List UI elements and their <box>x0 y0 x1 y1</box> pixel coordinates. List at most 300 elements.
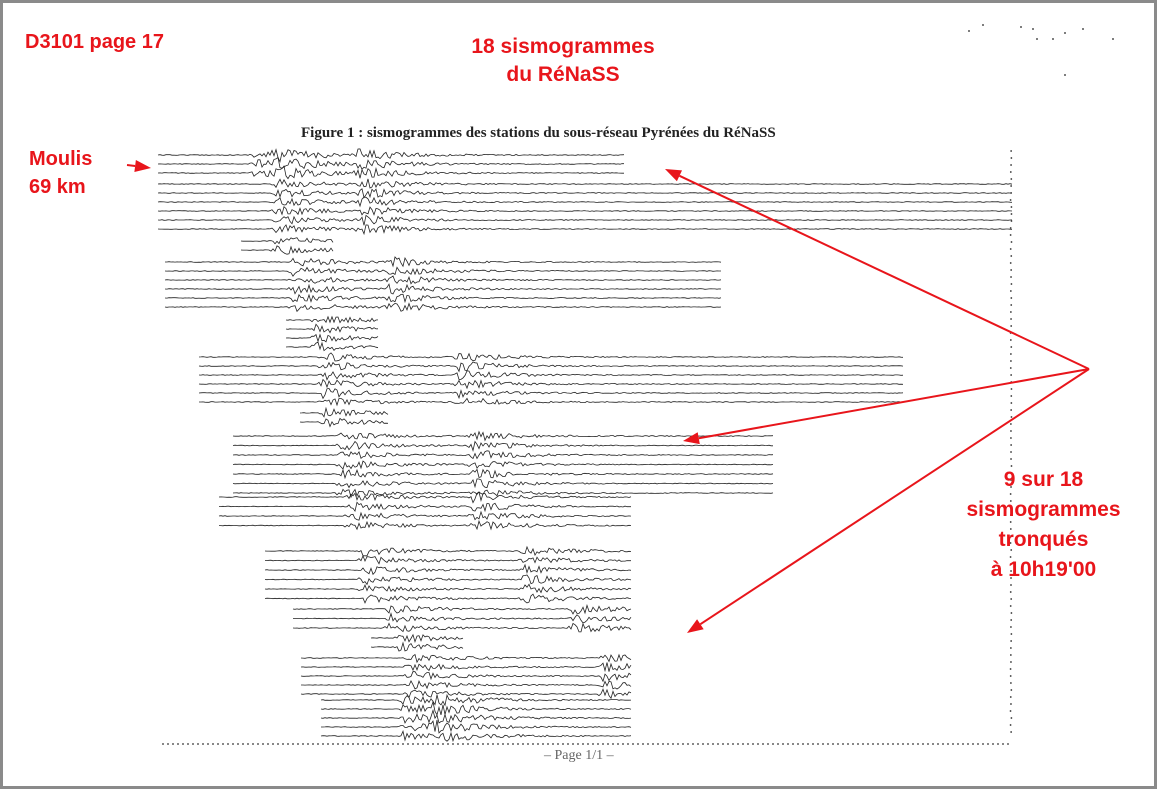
border-dot <box>1010 437 1012 439</box>
border-dot <box>1010 598 1012 600</box>
border-dot <box>252 743 254 745</box>
border-dot <box>1010 409 1012 411</box>
border-dot <box>277 743 279 745</box>
scan-speck <box>1020 26 1022 28</box>
border-dot <box>1010 731 1012 733</box>
seismogram-trace <box>293 623 631 632</box>
border-dot <box>717 743 719 745</box>
scan-speck <box>1064 32 1066 34</box>
seismogram-trace <box>165 284 721 294</box>
border-dot <box>617 743 619 745</box>
border-dot <box>932 743 934 745</box>
border-dot <box>517 743 519 745</box>
seismogram-trace <box>158 189 1012 198</box>
seismogram-trace <box>321 710 631 723</box>
border-dot <box>732 743 734 745</box>
border-dot <box>627 743 629 745</box>
scan-speck <box>1112 38 1114 40</box>
border-dot <box>412 743 414 745</box>
border-dot <box>357 743 359 745</box>
seismogram-trace <box>300 418 388 426</box>
annotation-title-line1: 18 sismogrammes <box>471 35 655 58</box>
annotation-title <box>423 33 703 89</box>
border-dot <box>867 743 869 745</box>
border-dot <box>187 743 189 745</box>
border-dot <box>342 743 344 745</box>
border-dot <box>522 743 524 745</box>
border-dot <box>212 743 214 745</box>
border-dot <box>692 743 694 745</box>
border-dot <box>802 743 804 745</box>
seismogram-trace <box>286 317 378 323</box>
border-dot <box>472 743 474 745</box>
seismogram-trace <box>301 663 631 672</box>
border-dot <box>1010 633 1012 635</box>
border-dot <box>797 743 799 745</box>
seismogram-trace <box>293 605 631 614</box>
border-dot <box>1010 591 1012 593</box>
scan-speck <box>1082 28 1084 30</box>
seismogram-trace <box>321 695 631 705</box>
border-dot <box>1010 605 1012 607</box>
station-arrow-line <box>127 165 135 166</box>
border-dot <box>957 743 959 745</box>
station-distance: 69 km <box>29 176 86 198</box>
border-dot <box>432 743 434 745</box>
border-dot <box>262 743 264 745</box>
border-dot <box>397 743 399 745</box>
truncation-arrow-bottom-head <box>687 619 704 633</box>
border-dot <box>222 743 224 745</box>
border-dot <box>782 743 784 745</box>
border-dot <box>1010 157 1012 159</box>
border-dot <box>452 743 454 745</box>
border-dot <box>1010 640 1012 642</box>
border-dot <box>1011 206 1013 208</box>
border-dot <box>512 743 514 745</box>
border-dot <box>587 743 589 745</box>
border-dot <box>1010 318 1012 320</box>
border-dot <box>832 743 834 745</box>
seismogram-figure <box>3 3 1154 786</box>
border-dot <box>852 743 854 745</box>
seismogram-trace <box>233 451 773 459</box>
border-dot <box>1010 339 1012 341</box>
truncation-arrow-top-line <box>679 176 1089 369</box>
scan-speck <box>1036 38 1038 40</box>
border-dot <box>657 743 659 745</box>
scan-speck <box>1064 74 1066 76</box>
seismogram-trace <box>293 614 631 623</box>
seismogram-trace <box>199 388 903 398</box>
border-dot <box>332 743 334 745</box>
border-dot <box>677 743 679 745</box>
border-dot <box>632 743 634 745</box>
seismogram-trace <box>165 276 721 284</box>
border-dot <box>972 743 974 745</box>
border-dot <box>942 743 944 745</box>
border-dot <box>1010 185 1012 187</box>
border-dot <box>537 743 539 745</box>
station-label <box>29 145 92 201</box>
page-footer: – Page 1/1 – <box>544 748 614 763</box>
scan-speck <box>1052 38 1054 40</box>
truncation-note-line3: tronqués <box>998 528 1089 551</box>
border-dot <box>912 743 914 745</box>
border-dot <box>242 743 244 745</box>
truncation-note-line1: 9 sur 18 <box>1003 468 1084 491</box>
border-dot <box>507 743 509 745</box>
border-dot <box>882 743 884 745</box>
border-dot <box>552 743 554 745</box>
border-dot <box>482 743 484 745</box>
border-dot <box>822 743 824 745</box>
seismogram-trace <box>321 731 631 741</box>
border-dot <box>602 743 604 745</box>
border-dot <box>897 743 899 745</box>
border-dot <box>287 743 289 745</box>
border-dot <box>697 743 699 745</box>
truncation-arrow-top-head <box>665 169 682 181</box>
border-dot <box>437 743 439 745</box>
seismogram-trace <box>158 166 624 179</box>
seismogram-trace <box>286 335 378 342</box>
border-dot <box>197 743 199 745</box>
border-dot <box>812 743 814 745</box>
border-dot <box>577 743 579 745</box>
border-dot <box>787 743 789 745</box>
border-dot <box>392 743 394 745</box>
border-dot <box>177 743 179 745</box>
border-dot <box>582 743 584 745</box>
border-dot <box>927 743 929 745</box>
seismogram-trace <box>265 565 631 574</box>
border-dot <box>877 743 879 745</box>
border-dot <box>752 743 754 745</box>
border-dot <box>1010 164 1012 166</box>
border-dot <box>1010 682 1012 684</box>
border-dot <box>182 743 184 745</box>
border-dot <box>402 743 404 745</box>
seismogram-trace <box>265 594 631 603</box>
border-dot <box>667 743 669 745</box>
truncation-arrow-middle-head <box>683 432 700 444</box>
border-dot <box>707 743 709 745</box>
border-dot <box>1010 262 1012 264</box>
border-dot <box>1010 374 1012 376</box>
border-dot <box>1010 353 1012 355</box>
border-dot <box>747 743 749 745</box>
border-dot <box>467 743 469 745</box>
border-dot <box>542 743 544 745</box>
border-dot <box>1010 395 1012 397</box>
border-dot <box>377 743 379 745</box>
border-dot <box>857 743 859 745</box>
truncation-arrow-middle-line <box>699 369 1089 438</box>
document-reference: D3101 page 17 <box>25 31 164 53</box>
border-dot <box>937 743 939 745</box>
border-dot <box>462 743 464 745</box>
seismogram-trace <box>158 149 624 162</box>
border-dot <box>497 743 499 745</box>
border-dot <box>597 743 599 745</box>
seismogram-trace <box>219 512 631 520</box>
seismogram-trace <box>199 362 903 371</box>
seismogram-trace <box>265 575 631 584</box>
seismogram-trace <box>199 371 903 380</box>
station-name: Moulis <box>29 148 93 170</box>
border-dot <box>367 743 369 745</box>
border-dot <box>952 743 954 745</box>
station-arrow-head <box>134 160 151 172</box>
border-dot <box>362 743 364 745</box>
border-dot <box>872 743 874 745</box>
border-dot <box>902 743 904 745</box>
border-dot <box>967 743 969 745</box>
border-dot <box>1007 743 1009 745</box>
border-dot <box>1010 290 1012 292</box>
border-dot <box>337 743 339 745</box>
seismogram-trace <box>158 215 1012 225</box>
border-dot <box>532 743 534 745</box>
border-dot <box>567 743 569 745</box>
border-dot <box>417 743 419 745</box>
border-dot <box>1011 388 1013 390</box>
border-dot <box>1010 325 1012 327</box>
seismogram-trace <box>219 521 631 529</box>
border-dot <box>847 743 849 745</box>
border-dot <box>1010 234 1012 236</box>
border-dot <box>347 743 349 745</box>
border-dot <box>1010 451 1012 453</box>
seismogram-trace <box>233 442 773 451</box>
border-dot <box>1010 661 1012 663</box>
border-dot <box>1010 199 1012 201</box>
border-dot <box>282 743 284 745</box>
border-dot <box>232 743 234 745</box>
truncation-note-line4: à 10h19'00 <box>990 558 1097 581</box>
border-dot <box>682 743 684 745</box>
border-dot <box>1010 689 1012 691</box>
seismogram-trace <box>321 720 631 733</box>
border-dot <box>257 743 259 745</box>
seismogram-trace <box>371 643 463 651</box>
border-dot <box>777 743 779 745</box>
border-dot <box>317 743 319 745</box>
border-dot <box>1010 311 1012 313</box>
border-dot <box>207 743 209 745</box>
border-dot <box>562 743 564 745</box>
border-dot <box>1002 743 1004 745</box>
border-dot <box>202 743 204 745</box>
border-dot <box>1010 227 1012 229</box>
border-dot <box>712 743 714 745</box>
border-dot <box>1010 192 1012 194</box>
border-dot <box>447 743 449 745</box>
border-dot <box>647 743 649 745</box>
seismogram-trace <box>241 238 333 244</box>
border-dot <box>227 743 229 745</box>
border-dot <box>612 743 614 745</box>
border-dot <box>887 743 889 745</box>
border-dot <box>947 743 949 745</box>
border-dot <box>722 743 724 745</box>
border-dot <box>772 743 774 745</box>
border-dot <box>352 743 354 745</box>
border-dot <box>1011 717 1013 719</box>
border-dot <box>987 743 989 745</box>
border-dot <box>267 743 269 745</box>
border-dot <box>307 743 309 745</box>
border-dot <box>492 743 494 745</box>
border-dot <box>917 743 919 745</box>
seismogram-trace <box>371 635 463 642</box>
seismogram-trace <box>265 556 631 564</box>
border-dot <box>607 743 609 745</box>
border-dot <box>247 743 249 745</box>
scan-speck <box>982 24 984 26</box>
border-dot <box>1010 367 1012 369</box>
annotation-title-line2: du RéNaSS <box>506 63 620 86</box>
seismogram-trace <box>165 294 721 301</box>
border-dot <box>1010 297 1012 299</box>
seismogram-trace <box>301 655 631 663</box>
border-dot <box>687 743 689 745</box>
border-dot <box>727 743 729 745</box>
border-dot <box>992 743 994 745</box>
border-dot <box>1010 346 1012 348</box>
border-dot <box>487 743 489 745</box>
border-dot <box>302 743 304 745</box>
border-dot <box>1010 269 1012 271</box>
border-dot <box>1010 276 1012 278</box>
border-dot <box>1010 248 1012 250</box>
border-dot <box>237 743 239 745</box>
seismogram-trace <box>158 179 1012 188</box>
border-dot <box>862 743 864 745</box>
border-dot <box>742 743 744 745</box>
figure-caption: Figure 1 : sismogrammes des stations du sous-réseau Pyrénées du RéNaSS <box>301 125 776 141</box>
seismogram-trace <box>301 689 631 698</box>
border-dot <box>1011 213 1013 215</box>
seismogram-trace <box>321 702 631 715</box>
border-dot <box>1010 150 1012 152</box>
border-dot <box>737 743 739 745</box>
seismogram-trace <box>158 225 1012 234</box>
border-dot <box>1010 444 1012 446</box>
seismogram-trace <box>233 469 773 478</box>
seismogram-trace <box>286 324 378 332</box>
border-dot <box>162 743 164 745</box>
border-dot <box>1010 668 1012 670</box>
border-dot <box>622 743 624 745</box>
border-dot <box>1011 416 1013 418</box>
border-dot <box>1010 626 1012 628</box>
border-dot <box>997 743 999 745</box>
border-dot <box>422 743 424 745</box>
border-dot <box>527 743 529 745</box>
border-dot <box>312 743 314 745</box>
border-dot <box>1010 402 1012 404</box>
border-dot <box>1011 241 1013 243</box>
seismogram-trace <box>199 398 903 405</box>
seismogram-trace <box>158 157 624 169</box>
border-dot <box>372 743 374 745</box>
seismogram-trace <box>241 246 333 254</box>
border-dot <box>1010 696 1012 698</box>
border-dot <box>167 743 169 745</box>
border-dot <box>842 743 844 745</box>
seismogram-trace <box>199 380 903 389</box>
border-dot <box>1010 724 1012 726</box>
bottom-dotted-border <box>162 743 1009 745</box>
border-dot <box>962 743 964 745</box>
seismogram-trace <box>219 502 631 511</box>
border-dot <box>272 743 274 745</box>
seismogram-trace <box>300 408 388 417</box>
seismogram-trace <box>286 342 378 350</box>
border-dot <box>217 743 219 745</box>
seismogram-trace <box>233 479 773 488</box>
border-dot <box>572 743 574 745</box>
seismogram-trace <box>265 547 631 556</box>
border-dot <box>502 743 504 745</box>
seismogram-trace <box>199 353 903 361</box>
border-dot <box>1011 220 1013 222</box>
border-dot <box>1010 654 1012 656</box>
border-dot <box>387 743 389 745</box>
border-dot <box>1010 171 1012 173</box>
border-dot <box>1010 304 1012 306</box>
border-dot <box>1010 360 1012 362</box>
border-dot <box>1010 703 1012 705</box>
seismogram-trace <box>233 461 773 469</box>
seismogram-trace <box>158 207 1012 215</box>
border-dot <box>327 743 329 745</box>
border-dot <box>982 743 984 745</box>
border-dot <box>1010 458 1012 460</box>
border-dot <box>977 743 979 745</box>
border-dot <box>1011 283 1013 285</box>
border-dot <box>1010 675 1012 677</box>
seismogram-trace <box>301 681 631 689</box>
border-dot <box>1010 619 1012 621</box>
seismogram-trace <box>165 267 721 276</box>
border-dot <box>652 743 654 745</box>
border-dot <box>1011 612 1013 614</box>
border-dot <box>637 743 639 745</box>
border-dot <box>557 743 559 745</box>
border-dot <box>427 743 429 745</box>
border-dot <box>1010 710 1012 712</box>
border-dot <box>907 743 909 745</box>
scan-speck <box>968 30 970 32</box>
border-dot <box>592 743 594 745</box>
border-dot <box>672 743 674 745</box>
seismogram-trace <box>158 197 1012 206</box>
seismogram-trace <box>165 257 721 266</box>
border-dot <box>662 743 664 745</box>
border-dot <box>322 743 324 745</box>
border-dot <box>477 743 479 745</box>
border-dot <box>827 743 829 745</box>
border-dot <box>1010 647 1012 649</box>
border-dot <box>922 743 924 745</box>
border-dot <box>1010 423 1012 425</box>
border-dot <box>1010 178 1012 180</box>
border-dot <box>1010 430 1012 432</box>
border-dot <box>172 743 174 745</box>
